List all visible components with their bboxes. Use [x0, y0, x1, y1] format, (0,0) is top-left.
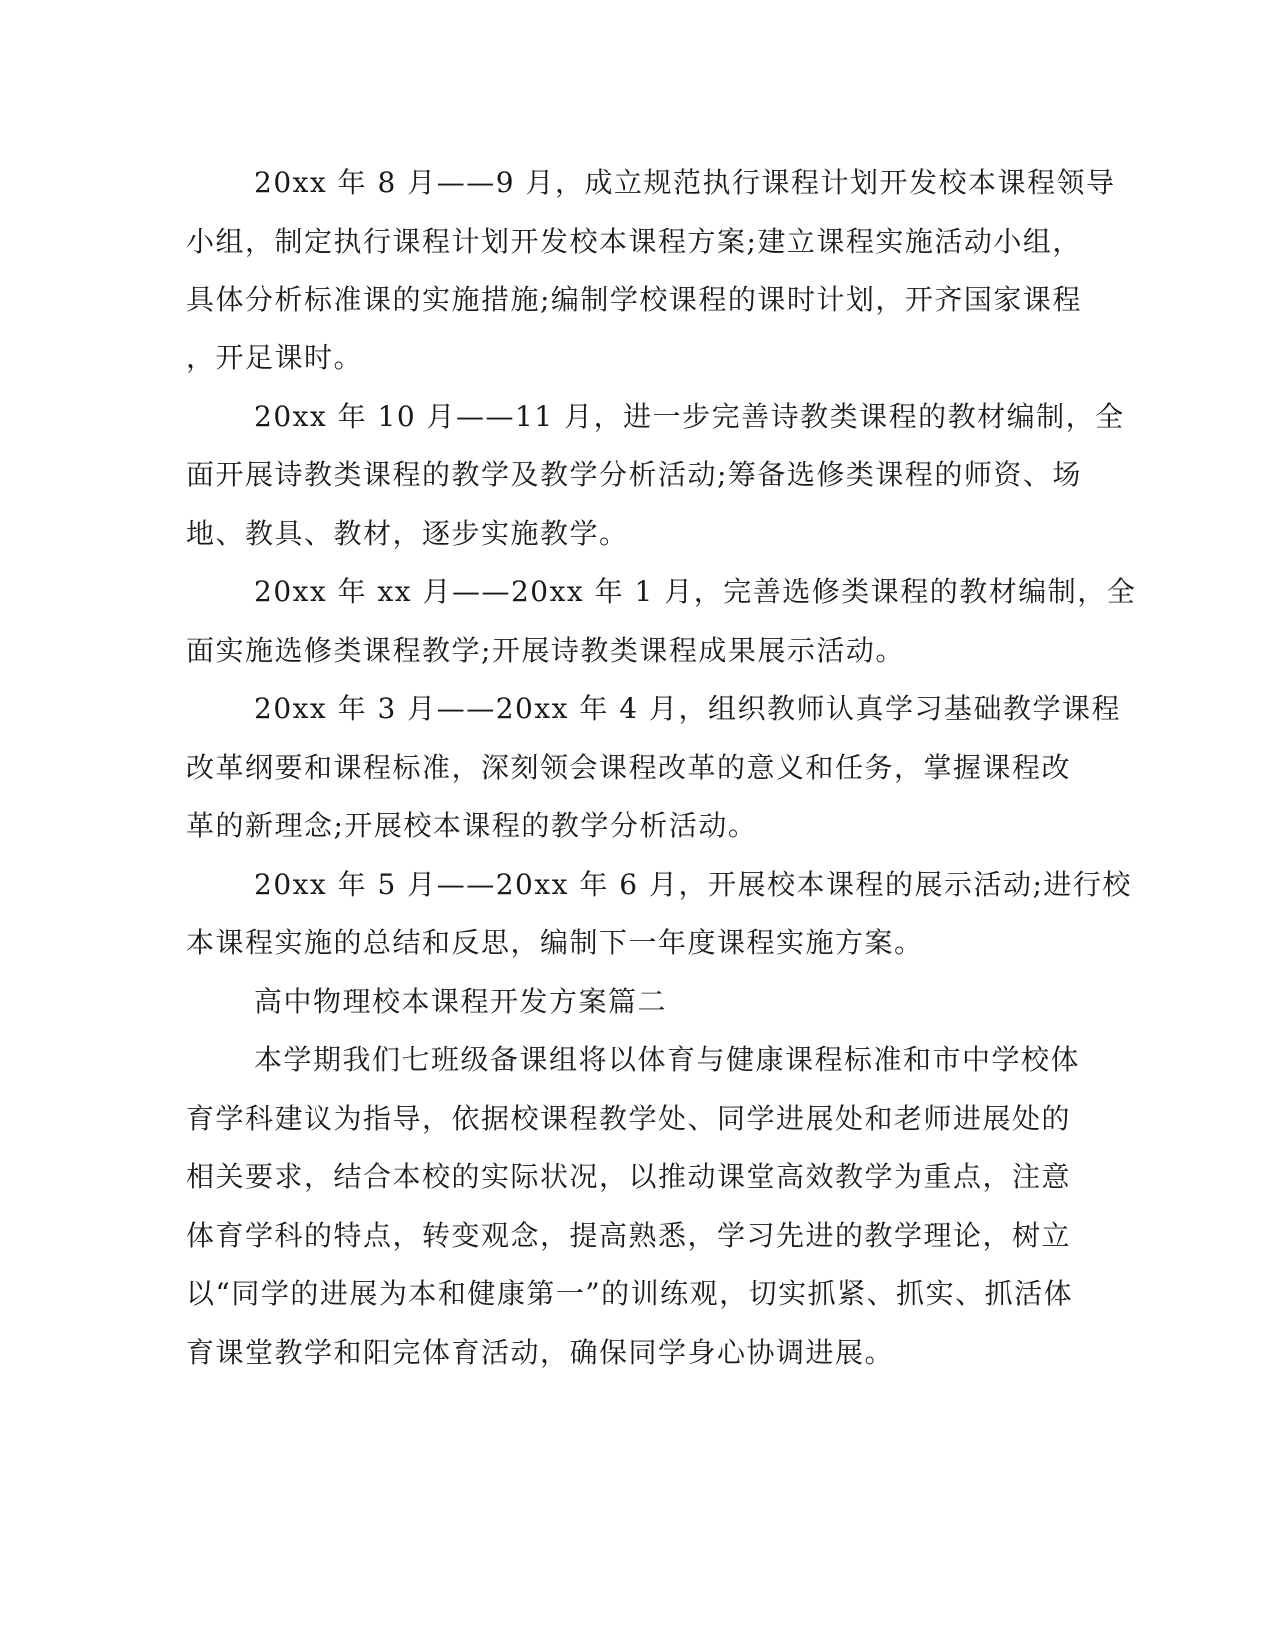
- paragraph-2-line-2: 面开展诗教类课程的教学及教学分析活动;筹备选修类课程的师资、场: [186, 458, 1082, 491]
- paragraph-3-line-1: 20xx 年 xx 月——20xx 年 1 月，完善选修类课程的教材编制，全: [254, 575, 1137, 608]
- section-heading: 高中物理校本课程开发方案篇二: [254, 985, 668, 1018]
- paragraph-1-line-3: 具体分析标准课的实施措施;编制学校课程的课时计划，开齐国家课程: [186, 283, 1082, 316]
- paragraph-2-line-1: 20xx 年 10 月——11 月，进一步完善诗教类课程的教材编制，全: [254, 400, 1125, 433]
- paragraph-6-line-6: 育课堂教学和阳完体育活动，确保同学身心协调进展。: [186, 1336, 895, 1369]
- paragraph-6-line-1: 本学期我们七班级备课组将以体育与健康课程标准和市中学校体: [254, 1043, 1081, 1076]
- paragraph-4-line-3: 革的新理念;开展校本课程的教学分析活动。: [186, 809, 758, 842]
- paragraph-6-line-3: 相关要求，结合本校的实际状况，以推动课堂高效教学为重点，注意: [186, 1160, 1072, 1193]
- paragraph-6-line-2: 育学科建议为指导，依据校课程教学处、同学进展处和老师进展处的: [186, 1102, 1072, 1135]
- paragraph-1-line-2: 小组，制定执行课程计划开发校本课程方案;建立课程实施活动小组，: [186, 225, 1082, 258]
- paragraph-6-line-5: 以“同学的进展为本和健康第一”的训练观，切实抓紧、抓实、抓活体: [186, 1277, 1074, 1310]
- paragraph-5-line-2: 本课程实施的总结和反思，编制下一年度课程实施方案。: [186, 926, 924, 959]
- paragraph-5-line-1: 20xx 年 5 月——20xx 年 6 月，开展校本课程的展示活动;进行校: [254, 868, 1132, 901]
- paragraph-1-line-1: 20xx 年 8 月——9 月，成立规范执行课程计划开发校本课程领导: [254, 166, 1116, 199]
- paragraph-4-line-1: 20xx 年 3 月——20xx 年 4 月，组织教师认真学习基础教学课程: [254, 692, 1121, 725]
- paragraph-6-line-4: 体育学科的特点，转变观念，提高熟悉，学习先进的教学理论，树立: [186, 1219, 1072, 1252]
- paragraph-3-line-2: 面实施选修类课程教学;开展诗教类课程成果展示活动。: [186, 634, 905, 667]
- paragraph-1-line-4: ，开足课时。: [186, 341, 364, 374]
- paragraph-4-line-2: 改革纲要和课程标准，深刻领会课程改革的意义和任务，掌握课程改: [186, 751, 1072, 784]
- paragraph-2-line-3: 地、教具、教材，逐步实施教学。: [186, 517, 629, 550]
